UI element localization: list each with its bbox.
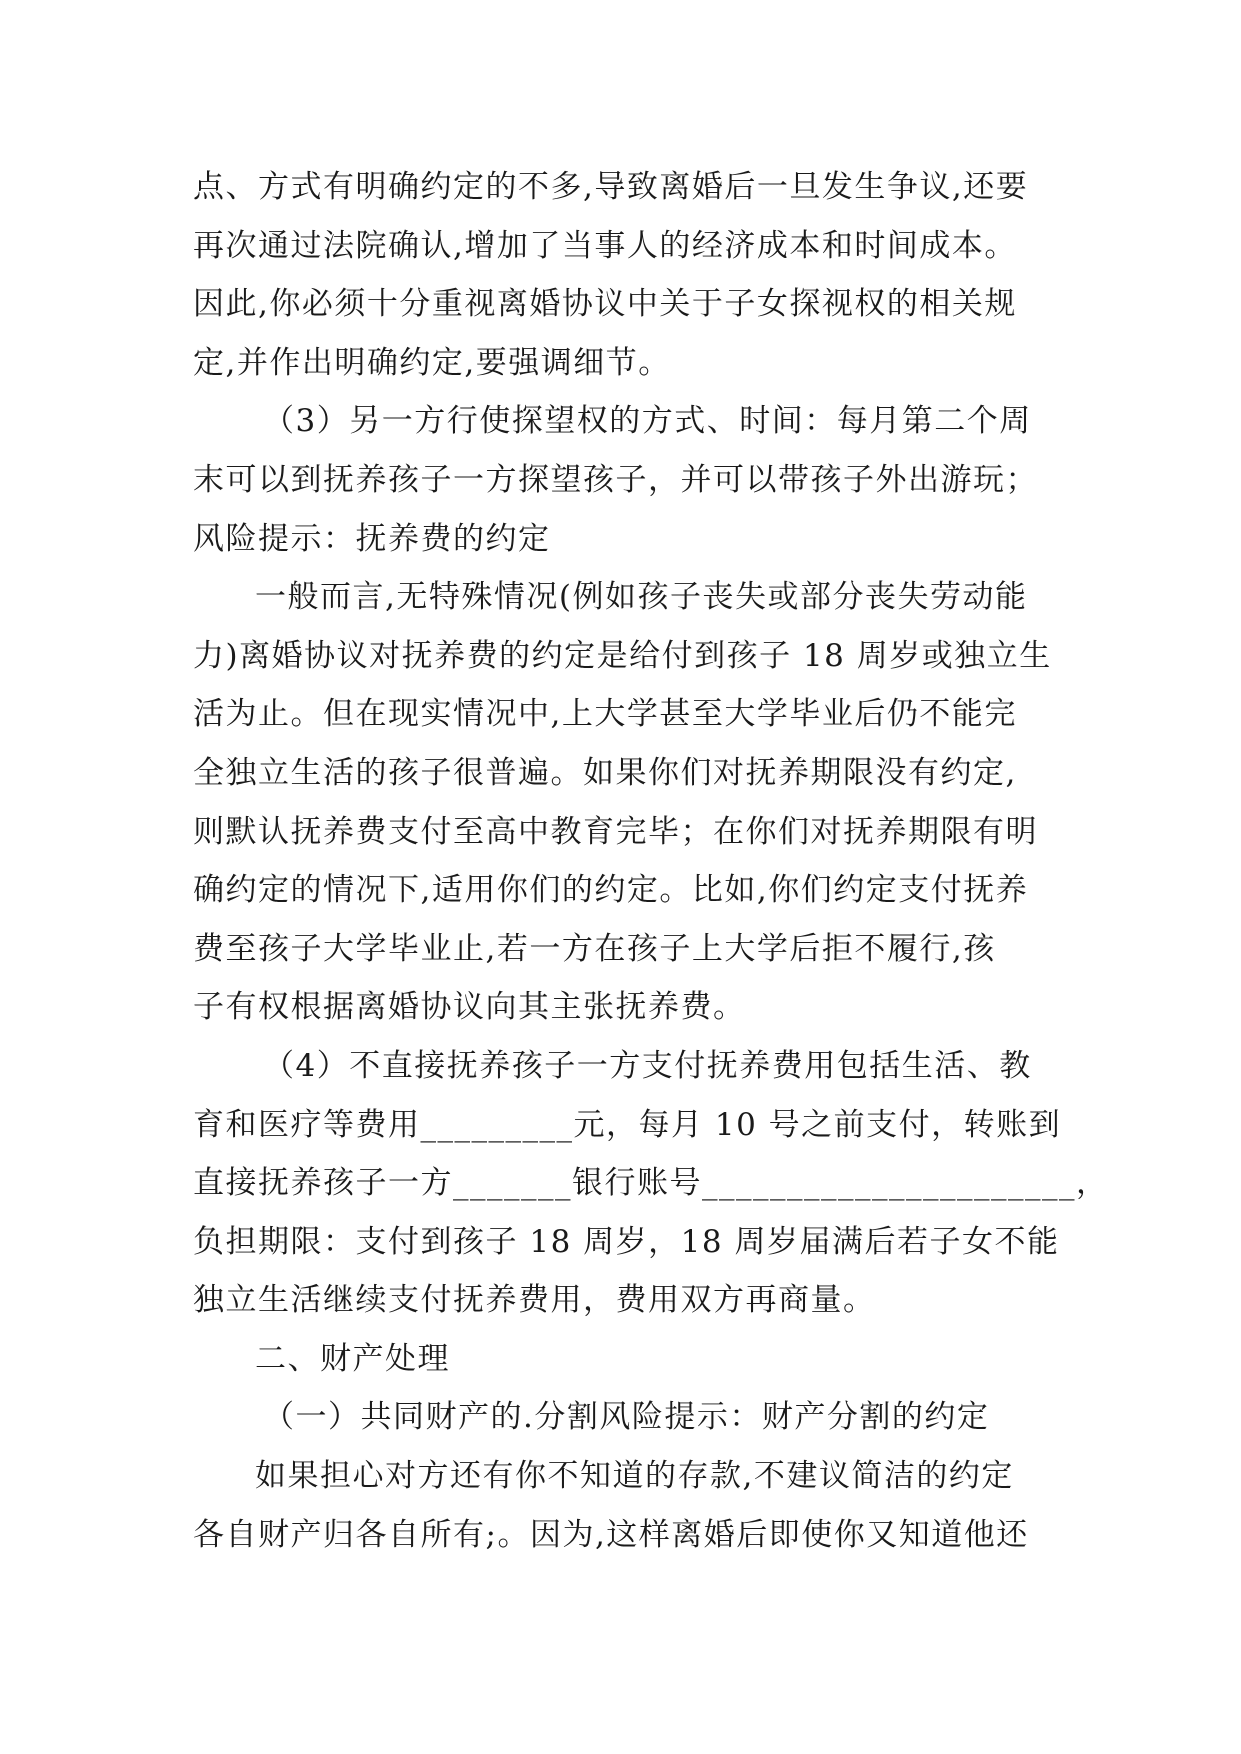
text-line: 费至孩子大学毕业止,若一方在孩子上大学后拒不履行,孩 — [193, 930, 996, 967]
text-line: 确约定的情况下,适用你们的约定。比如,你们约定支付抚养 — [193, 872, 1029, 909]
clause-heading: （4）不直接抚养孩子一方支付抚养费用包括生活、教 — [263, 1047, 1032, 1084]
paragraph-start: 如果担心对方还有你不知道的存款,不建议简洁的约定 — [255, 1458, 1014, 1495]
text-line: 子有权根据离婚协议向其主张抚养费。 — [193, 989, 746, 1026]
text-line-with-blank: 直接抚养孩子一方_______银行账号______________________， — [193, 1165, 1109, 1202]
text-line: 独立生活继续支付抚养费用，费用双方再商量。 — [193, 1282, 876, 1319]
text-line: 定,并作出明确约定,要强调细节。 — [193, 344, 671, 381]
subsection-heading: （一）共同财产的.分割风险提示：财产分割的约定 — [263, 1399, 990, 1436]
text-line: 再次通过法院确认,增加了当事人的经济成本和时间成本。 — [193, 227, 1017, 264]
document-body — [193, 158, 1109, 1564]
text-line: 负担期限：支付到孩子 18 周岁，18 周岁届满后若子女不能 — [193, 1223, 1060, 1260]
clause-heading: （3）另一方行使探望权的方式、时间：每月第二个周 — [263, 403, 1032, 440]
paragraph-start: 一般而言,无特殊情况(例如孩子丧失或部分丧失劳动能 — [255, 579, 1028, 616]
text-line: 力)离婚协议对抚养费的约定是给付到孩子 18 周岁或独立生 — [193, 637, 1052, 674]
text-line: 点、方式有明确约定的不多,导致离婚后一旦发生争议,还要 — [193, 169, 1029, 205]
text-line-with-blank: 育和医疗等费用_________元，每月 10 号之前支付，转账到 — [193, 1106, 1062, 1143]
text-line: 因此,你必须十分重视离婚协议中关于子女探视权的相关规 — [193, 286, 1017, 323]
text-line: 各自财产归各自所有;。因为,这样离婚后即使你又知道他还 — [193, 1516, 1029, 1553]
text-line: 末可以到抚养孩子一方探望孩子，并可以带孩子外出游玩； — [193, 461, 1038, 498]
text-line: 则默认抚养费支付至高中教育完毕；在你们对抚养期限有明 — [193, 813, 1038, 850]
section-heading: 二、财产处理 — [255, 1340, 450, 1377]
text-line: 活为止。但在现实情况中,上大学甚至大学毕业后仍不能完 — [193, 696, 1017, 733]
risk-tip-heading: 风险提示：抚养费的约定 — [193, 520, 551, 557]
text-line: 全独立生活的孩子很普遍。如果你们对抚养期限没有约定, — [193, 754, 1017, 791]
